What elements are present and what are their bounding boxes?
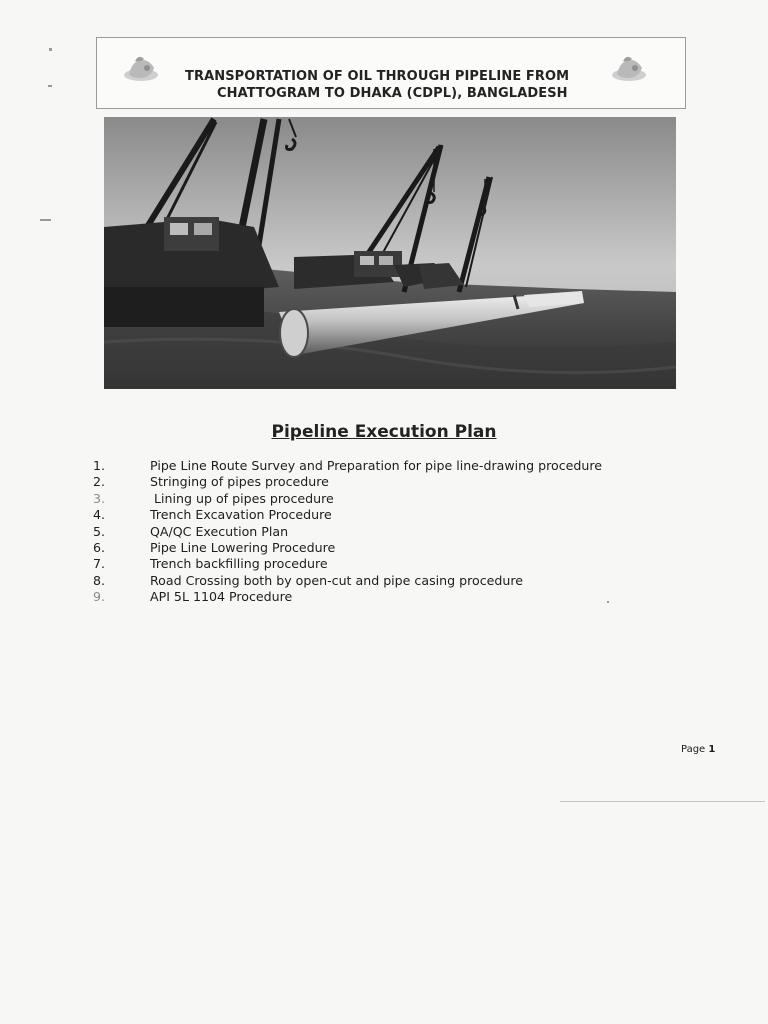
list-item [93, 556, 733, 572]
page-number [681, 744, 715, 755]
header-title-line-1: TRANSPORTATION OF OIL THROUGH PIPELINE FROM [185, 69, 570, 84]
company-logo-right [607, 50, 651, 84]
company-logo-left [119, 50, 163, 84]
list-item-number: 9. [93, 589, 106, 605]
list-item-text: Lining up of pipes procedure [150, 490, 334, 506]
list-item-text: Road Crossing both by open-cut and pipe casing procedure [150, 572, 524, 588]
scan-mark [40, 219, 51, 221]
page-label: Page [681, 744, 706, 755]
page-number-value: 1 [708, 744, 716, 755]
list-item [93, 507, 733, 523]
scan-mark [48, 85, 52, 87]
list-item-text: Pipe Line Route Survey and Preparation for pipe line-drawing procedure [150, 458, 603, 473]
list-item-number: 5. [93, 523, 106, 539]
list-item [93, 540, 733, 556]
list-item-text: Pipe Line Lowering Procedure [150, 539, 336, 555]
list-item-number: 2. [93, 474, 106, 490]
list-item [93, 524, 733, 540]
list-item-text: QA/QC Execution Plan [150, 523, 289, 539]
list-item-text: Trench backfilling procedure [150, 556, 328, 572]
pipeline-construction-photo [104, 117, 676, 389]
list-item-number: 4. [93, 507, 106, 523]
list-item-number: 7. [93, 556, 106, 572]
list-item-number: 6. [93, 539, 106, 555]
list-item [93, 474, 733, 490]
footer-rule [560, 801, 765, 802]
list-item-text: Stringing of pipes procedure [150, 474, 329, 490]
list-item-text: Trench Excavation Procedure [150, 507, 332, 523]
list-item [93, 458, 733, 474]
scan-mark [607, 601, 609, 603]
plan-list [93, 458, 733, 606]
scan-mark [49, 48, 52, 51]
list-item-number: 8. [93, 572, 106, 588]
header-title-line-2: CHATTOGRAM TO DHAKA (CDPL), BANGLADESH [217, 86, 568, 101]
plan-title: Pipeline Execution Plan [271, 422, 497, 442]
list-item [93, 491, 733, 507]
list-item-number: 1. [93, 458, 106, 473]
document-header [96, 37, 686, 109]
list-item [93, 589, 733, 605]
list-item-number: 3. [93, 490, 106, 506]
list-item [93, 573, 733, 589]
list-item-text: API 5L 1104 Procedure [150, 589, 293, 605]
